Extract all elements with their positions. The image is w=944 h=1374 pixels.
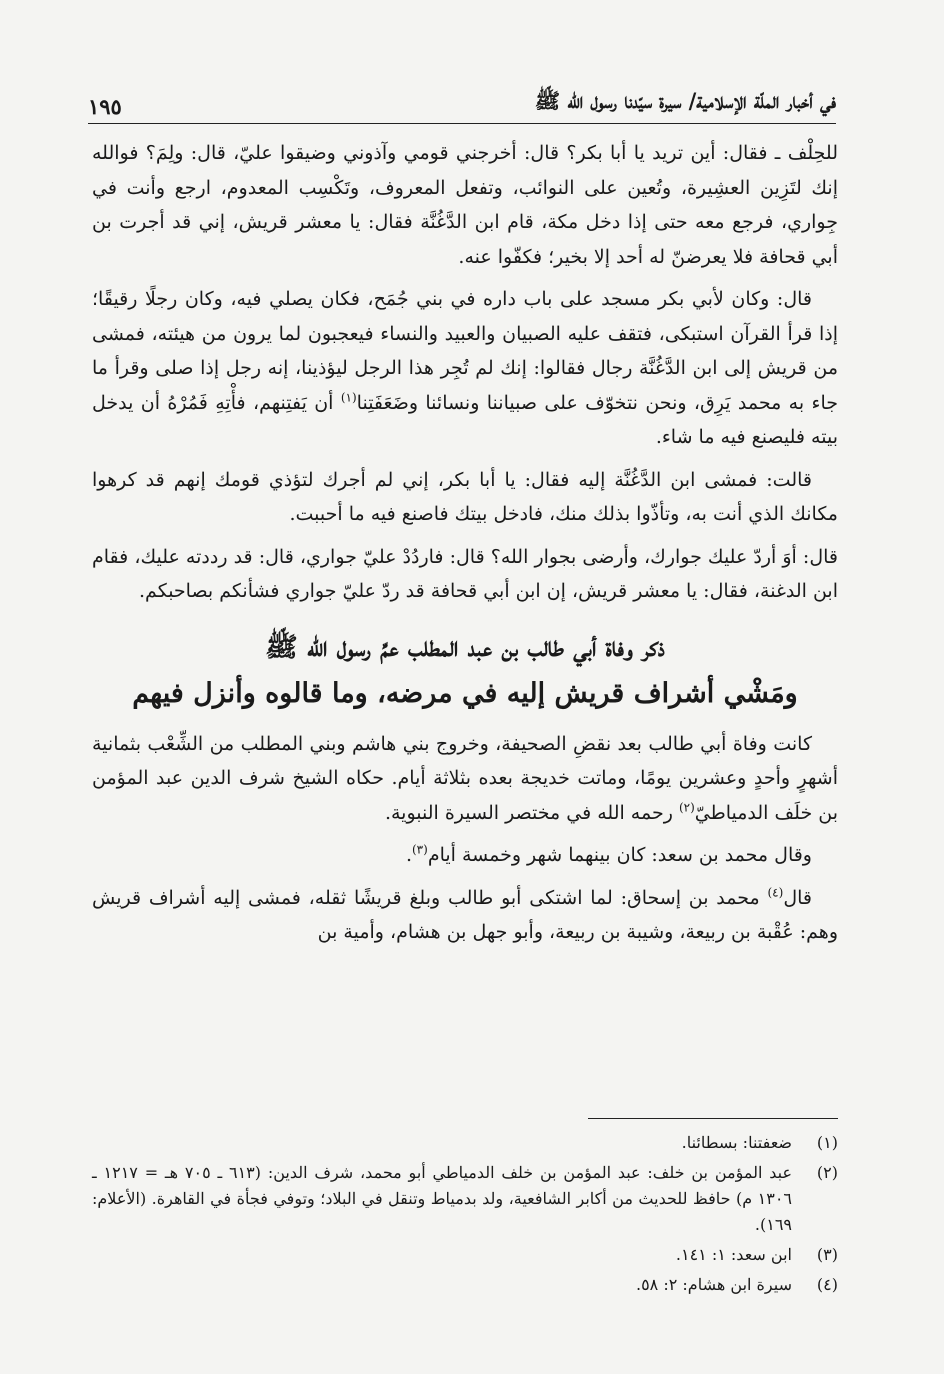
paragraph-4: قال: أوَ أردّ عليك جوارك، وأرضى بجوار الله؟ قال: فاردُدْ عليّ جواري، قال: قد رددته عليك، فقام ابن الدغنة، فقال: يا معشر قريش، إن ابن أبي قحافة قد ردّ عليّ جواري فشأنكم بصاحبكم. xyxy=(92,545,838,602)
footnotes xyxy=(92,1130,838,1302)
section-heading xyxy=(92,625,838,717)
heading-line-2: ومَشْي أشراف قريش إليه في مرضه، وما قالوه وأنزل فيهم xyxy=(132,677,798,709)
paragraph-5-text-b: رحمه الله في مختصر السيرة النبوية. xyxy=(384,801,679,824)
paragraph-5-text-a: كانت وفاة أبي طالب بعد نقضِ الصحيفة، وخروج بني هاشم وبني المطلب من الشِّعْب بثمانية أشهرٍ وأحدٍ وعشرين يومًا، وماتت خديجة بعده بثلاثة أيام. حكاه الشيخ شرف الدين عبد المؤمن بن خلَف الدمياطيّ xyxy=(92,732,838,824)
footnote-item xyxy=(92,1160,838,1238)
footnote-ref-1[interactable]: (١) xyxy=(340,390,357,405)
footnote-text: سيرة ابن هشام: ٢: ٥٨. xyxy=(635,1275,792,1294)
running-title: في أخبار الملّة الإسلامية/ سيرة سيّدنا رسول الله ﷺ xyxy=(534,88,836,113)
footnote-number: (٢) xyxy=(816,1163,838,1182)
paragraph-6-text-b: . xyxy=(405,844,412,866)
paragraph-7-text-b: محمد بن إسحاق: لما اشتكى أبو طالب وبلغ قريشًا ثقله، فمشى إليه أشراف قريش وهم: عُقْبة بن ربيعة، وشيبة بن ربيعة، وأبو جهل بن هشام، وأمية بن xyxy=(92,886,838,943)
footnote-ref-2[interactable]: (٢) xyxy=(678,800,695,815)
footnote-text: عبد المؤمن بن خلف: عبد المؤمن بن خلف الدمياطي أبو محمد، شرف الدين: (٦١٣ ـ ٧٠٥ هـ = ١٢١٧ ـ ١٣٠٦ م) حافظ للحديث من أكابر الشافعية، ولد بدمياط وتنقل في البلاد؛ وتوفي فجأة في القاهرة. (الأعلام: ١٦٩). xyxy=(92,1163,793,1234)
footnote-ref-3[interactable]: (٣) xyxy=(411,842,428,857)
heading-line-1: ذكر وفاة أبي طالب بن عبد المطلب عمِّ رسول الله ﷺ xyxy=(265,631,665,663)
paragraph-7 xyxy=(92,881,838,950)
paragraph-7-text-a: قال xyxy=(783,886,812,909)
footnote-number: (٣) xyxy=(816,1245,838,1264)
footnote-number: (٤) xyxy=(816,1275,838,1294)
paragraph-1: للحِلْف ـ فقال: أين تريد يا أبا بكر؟ قال: أخرجني قومي وآذوني وضيقوا عليّ، قال: ولِمَ؟ فوالله إنك لتَزِين العشِيرة، وتُعين على النوائب، وتفعل المعروف، وتَكْسِب المعدوم، ارجع وأنت في جِواري، فرجع معه حتى إذا دخل مكة، قام ابن الدَّغُنَّة فقال: يا معشر قريش، إني قد أجرت بن أبي قحافة فلا يعرضنّ له أحد إلا بخير؛ فكفّوا عنه. xyxy=(92,142,838,268)
footnote-text: ابن سعد: ١: ١٤١. xyxy=(675,1245,792,1264)
paragraph-2-text-a: قال: وكان لأبي بكر مسجد على باب داره في بني جُمَح، فكان يصلي فيه، وكان رجلًا رقيقًا؛ إذا قرأ القرآن استبكى، فتقف عليه الصبيان والعبيد والنساء فيعجبون لما يرون من هيئته، فمشى من قريش إلى ابن الدَّغُنَّة رجال فقالوا: إنك لم تُجِر هذا الرجل ليؤذينا، إنه رجل إذا صلى وقرأ ما جاء به محمد يَرِق، ونحن نتخوّف على صبياننا ونسائنا وضَعَفَتِنا xyxy=(92,288,838,414)
paragraph-6 xyxy=(92,838,838,873)
footnote-text: ضعفتنا: بسطائنا. xyxy=(681,1133,792,1152)
footnote-divider xyxy=(588,1118,838,1119)
page-number: ١٩٥ xyxy=(88,94,122,119)
footnote-item xyxy=(92,1130,838,1156)
running-header xyxy=(88,80,836,124)
footnote-number: (١) xyxy=(816,1133,838,1152)
paragraph-3: قالت: فمشى ابن الدَّغُنَّة إليه فقال: يا أبا بكر، إني لم أجرك لتؤذي قومك إنهم قد كرهوا مكانك الذي أنت به، وتأذّوا بذلك منك، فادخل بيتك فاصنع فيه ما أحببت. xyxy=(92,468,838,525)
footnote-item xyxy=(92,1272,838,1298)
footnote-ref-4[interactable]: (٤) xyxy=(767,885,784,900)
footnote-item xyxy=(92,1242,838,1268)
paragraph-6-text-a: وقال محمد بن سعد: كان بينهما شهر وخمسة أيام xyxy=(427,844,812,866)
main-text xyxy=(92,136,838,958)
paragraph-2 xyxy=(92,282,838,455)
paragraph-2-text-b: أن يَفتِنهم، فأْتِهِ فَمُرْهُ أن يدخل بيته فليصنع فيه ما شاء. xyxy=(92,391,838,448)
paragraph-5 xyxy=(92,727,838,831)
